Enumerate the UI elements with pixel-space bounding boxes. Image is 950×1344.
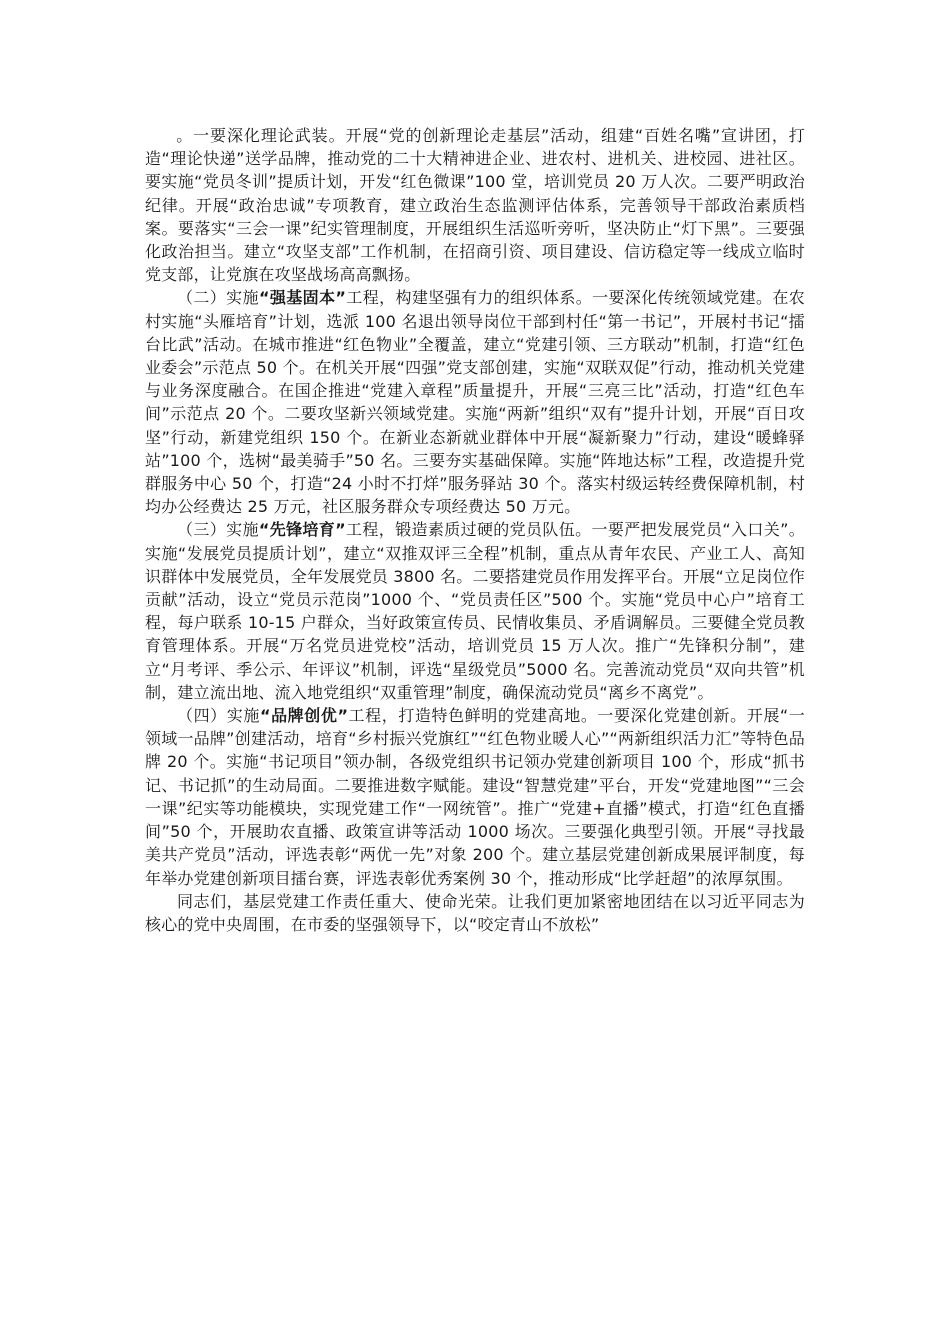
paragraph-strengthen-foundation	[145, 286, 805, 518]
project-title: “先锋培育”	[258, 520, 346, 540]
paragraph-text: 工程，打造特色鲜明的党建高地。一要深化党建创新。开展“一领域一品牌”创建活动，培育“乡村振兴党旗红”“红色物业暖人心”“两新组织活力汇”等特色品牌 20 个。实施“书记项目”领办制，各级党组织书记领办党建创新项目 100 个，形成“抓书记、书记抓”的生动局面。二要推进数字赋能。建设“智慧党建”平台，开发“党建地图”“三会一课”纪实等功能模块，实现党建工作“一网统管”。推广“党建+直播”模式，打造“红色直播间”50 个，开展助农直播、政策宣讲等活动 1000 场次。三要强化典型引领。开展“寻找最美共产党员”活动，评选表彰“两优一先”对象 200 个。建立基层党建创新成果展评制度，每年举办党建创新项目擂台赛，评选表彰优秀案例 30 个，推动形成“比学赶超”的浓厚氛围。	[145, 706, 805, 888]
section-number: （三）实施	[177, 520, 259, 540]
project-title: “品牌创优”	[259, 706, 349, 726]
paragraph-pioneer-cultivation	[145, 518, 805, 704]
section-number: （四）实施	[177, 706, 260, 726]
paragraph-text: 工程，锻造素质过硬的党员队伍。一要严把发展党员“入口关”。实施“发展党员提质计划”，建立“双推双评三全程”机制，重点从青年农民、产业工人、高知识群体中发展党员，全年发展党员 3800 名。二要搭建党员作用发挥平台。开展“立足岗位作贡献”活动，设立“党员示范岗”1000 个、“党员责任区”500 个。实施“党员中心户”培育工程，每户联系 10-15 户群众，当好政策宣传员、民情收集员、矛盾调解员。三要健全党员教育管理体系。开展“万名党员进党校”活动，培训党员 15 万人次。推广“先锋积分制”，建立“月考评、季公示、年评议”机制，评选“星级党员”5000 名。完善流动党员“双向共管”机制，建立流出地、流入地党组织“双重管理”制度，确保流动党员“离乡不离党”。	[145, 520, 805, 702]
paragraph-text: 。一要深化理论武装。开展“党的创新理论走基层”活动，组建“百姓名嘴”宣讲团，打造“理论快递”送学品牌，推动党的二十大精神进企业、进农村、进机关、进校园、进社区。要实施“党员冬训”提质计划，开发“红色微课”100 堂，培训党员 20 万人次。二要严明政治纪律。开展“政治忠诚”专项教育，建立政治生态监测评估体系，完善领导干部政治素质档案。要落实“三会一课”纪实管理制度，开展组织生活巡听旁听，坚决防止“灯下黑”。三要强化政治担当。建立“攻坚支部”工作机制，在招商引资、项目建设、信访稳定等一线成立临时党支部，让党旗在攻坚战场高高飘扬。	[145, 126, 805, 285]
paragraph-brand-excellence	[145, 704, 805, 890]
project-title: “强基固本”	[258, 288, 347, 308]
paragraph-text: 工程，构建坚强有力的组织体系。一要深化传统领域党建。在农村实施“头雁培育”计划，选派 100 名退出领导岗位干部到村任“第一书记”，开展村书记“擂台比武”活动。在城市推进“红色物业”全覆盖，建立“党建引领、三方联动”机制，打造“红色业委会”示范点 50 个。在机关开展“四强”党支部创建，实施“双联双促”行动，推动机关党建与业务深度融合。在国企推进“党建入章程”质量提升，开展“三亮三比”活动，打造“红色车间”示范点 20 个。二要攻坚新兴领域党建。实施“两新”组织“双有”提升计划，开展“百日攻坚”行动，新建党组织 150 个。在新业态新就业群体中开展“凝新聚力”行动，建设“暖蜂驿站”100 个，选树“最美骑手”50 名。三要夯实基础保障。实施“阵地达标”工程，改造提升党群服务中心 50 个，打造“24 小时不打烊”服务驿站 30 个。落实村级运转经费保障机制，村均办公经费达 25 万元，社区服务群众专项经费达 50 万元。	[145, 288, 805, 517]
section-number: （二）实施	[177, 288, 259, 308]
paragraph-closing	[145, 890, 805, 936]
document-body	[145, 124, 805, 936]
paragraph-theory-armament	[145, 124, 805, 286]
paragraph-text: 同志们，基层党建工作责任重大、使命光荣。让我们更加紧密地团结在以习近平同志为核心的党中央周围，在市委的坚强领导下，以“咬定青山不放松”	[145, 891, 805, 934]
